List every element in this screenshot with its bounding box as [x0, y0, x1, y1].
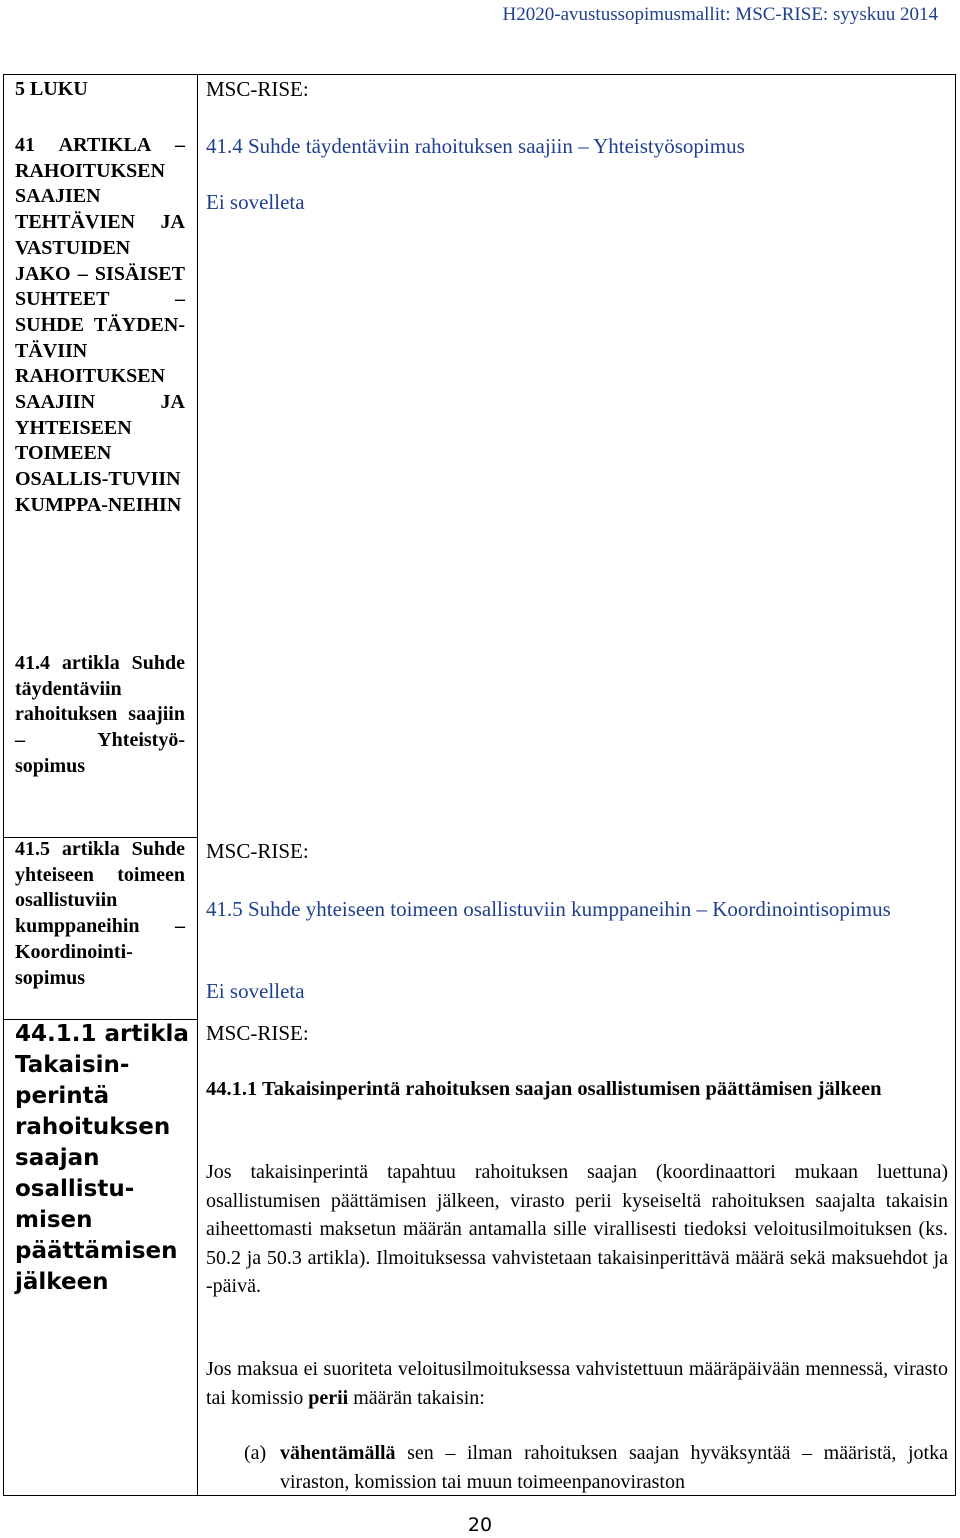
paragraph: Jos takaisinperintä tapahtuu rahoituksen saajan (koordinaattori mukaan luettuna) osallistumisen päättämisen jälkeen, virasto perii kyseiseltä rahoituksen saajalta takaisin aiheettomasti maksetun määrän antamalla sille virallisesti tiedoksi veloitusilmoituksen (ks. 50.2 ja 50.3 artikla). Ilmoituksessa vahvistetaan takaisinperittävä määrä sekä maksuehdot ja -päivä.: [206, 1161, 948, 1297]
section-heading-41-4: 41.4 Suhde täydentäviin rahoituksen saajiin – Yhteistyösopimus: [206, 134, 745, 158]
page-number: 20: [467, 1514, 493, 1536]
not-applicable-note: Ei sovelleta: [206, 979, 305, 1003]
article-41-4-label: 41.4 artikla Suhde täydentäviin rahoituksen saajiin – Yhteistyö-sopimus: [15, 652, 185, 777]
section-label: MSC-RISE:: [206, 839, 309, 863]
not-applicable-note: Ei sovelleta: [206, 190, 305, 214]
article-41-5-label: 41.5 artikla Suhde yhteiseen toimeen osallistuviin kumppaneihin – Koordinointi-sopimus: [15, 838, 185, 989]
section-label: MSC-RISE:: [206, 77, 309, 101]
running-header: H2020-avustussopimusmallit: MSC-RISE: syyskuu 2014: [502, 4, 938, 25]
section-label: MSC-RISE:: [206, 1021, 309, 1045]
article-44-1-1-label: 44.1.1 artikla Takaisin-perintä rahoituksen saajan osallistu-misen päättämisen jälkeen: [15, 1021, 189, 1295]
column-divider: [197, 75, 198, 1495]
chapter-label: 5 LUKU: [15, 78, 88, 100]
section-heading-41-5: 41.5 Suhde yhteiseen toimeen osallistuviin kumppaneihin – Koordinointisopimus: [206, 897, 891, 921]
paragraph: Jos maksua ei suoriteta veloitusilmoituksessa vahvistettuun määräpäivään mennessä, virasto tai komissio perii määrän takaisin:: [206, 1358, 948, 1409]
section-heading-44-1-1: 44.1.1 Takaisinperintä rahoituksen saajan osallistumisen päättämisen jälkeen: [206, 1078, 882, 1100]
list-item: (a) vähentämällä sen – ilman rahoituksen saajan hyväksyntää – määristä, jotka viraston, komission tai muun toimeenpanoviraston: [244, 1439, 948, 1496]
article-41-title: 41 ARTIKLA – RAHOITUKSEN SAAJIEN TEHTÄVIEN JA VASTUIDEN JAKO – SISÄISET SUHTEET – SUHDE TÄYDEN-TÄVIIN RAHOITUKSEN SAAJIIN JA YHTEISEEN TOIMEEN OSALLIS-TUVIIN KUMPPA-NEIHIN: [15, 134, 185, 516]
list-item-label: (a): [244, 1442, 267, 1464]
document-table: [3, 74, 956, 1496]
